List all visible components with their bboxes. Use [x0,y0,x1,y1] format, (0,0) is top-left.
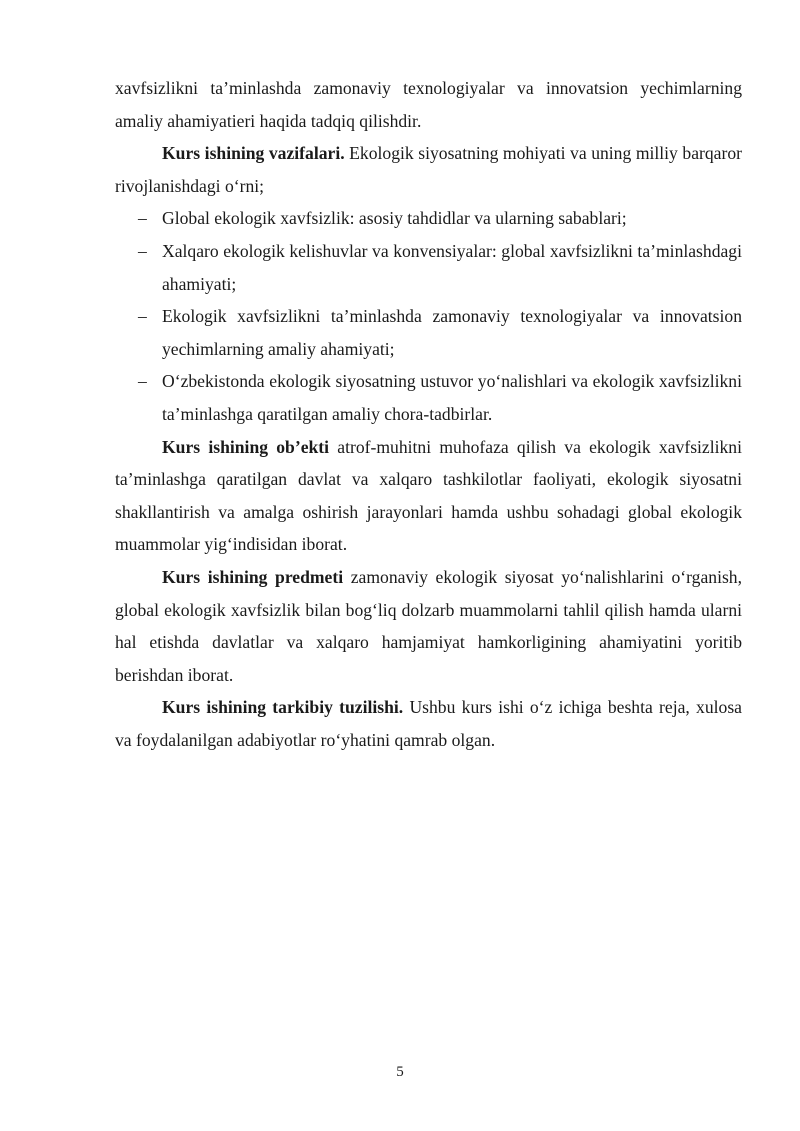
list-item [115,365,742,430]
list-item-text: Global ekologik xavfsizlik: asosiy tahdidlar va ularning sabablari; [162,208,627,229]
page-number: 5 [396,1064,404,1080]
list-item [115,235,742,300]
dash-marker: – [138,371,147,392]
dash-marker: – [138,306,147,327]
list-item [115,300,742,365]
tasks-list [115,202,742,430]
list-item-text: Ekologik xavfsizlikni ta’minlashda zamonaviy texnologiyalar va innovatsion yechimlarning amaliy ahamiyati; [162,306,742,359]
subject-heading: Kurs ishining predmeti [162,566,344,587]
object-heading: Kurs ishining ob’ekti [162,436,330,457]
structure-heading: Kurs ishining tarkibiy tuzilishi. [162,697,404,718]
dash-marker: – [138,240,147,261]
structure-paragraph [115,691,742,756]
list-item-text: O‘zbekistonda ekologik siyosatning ustuvor yo‘nalishlari va ekologik xavfsizlikni ta’minlashga qaratilgan amaliy chora-tadbirlar. [162,371,742,424]
intro-paragraph [115,72,742,137]
subject-text: zamonaviy ekologik siyosat yo‘nalishlarini o‘rganish, global ekologik xavfsizlik bilan bog‘liq dolzarb muammolarni tahlil qilish hamda ularni hal etishda davlatlar va xalqaro hamjamiyat hamkorligining ahamiyatini yoritib berishdan iborat. [115,566,742,685]
intro-text: xavfsizlikni ta’minlashda zamonaviy texnologiyalar va innovatsion yechimlarning amaliy ahamiyatieri haqida tadqiq qilishdir. [115,78,742,131]
document-page [115,72,742,756]
object-paragraph [115,431,742,561]
object-text: atrof-muhitni muhofaza qilish va ekologik xavfsizlikni ta’minlashga qaratilgan davlat va xalqaro tashkilotlar faoliyati, ekologik siyosatni shakllantirish va amalga oshirish jarayonlari hamda ushbu sohadagi global ekologik muammolar yig‘indisidan iborat. [115,436,742,555]
tasks-text: Ekologik siyosatning mohiyati va uning milliy barqaror rivojlanishdagi o‘rni; [115,143,742,196]
subject-paragraph [115,561,742,691]
structure-text: Ushbu kurs ishi o‘z ichiga beshta reja, xulosa va foydalanilgan adabiyotlar ro‘yhatini qamrab olgan. [115,697,742,750]
list-item [115,202,742,235]
dash-marker: – [138,208,147,229]
tasks-paragraph [115,137,742,202]
list-item-text: Xalqaro ekologik kelishuvlar va konvensiyalar: global xavfsizlikni ta’minlashdagi ahamiyati; [162,240,742,294]
tasks-heading: Kurs ishining vazifalari. [162,143,345,164]
